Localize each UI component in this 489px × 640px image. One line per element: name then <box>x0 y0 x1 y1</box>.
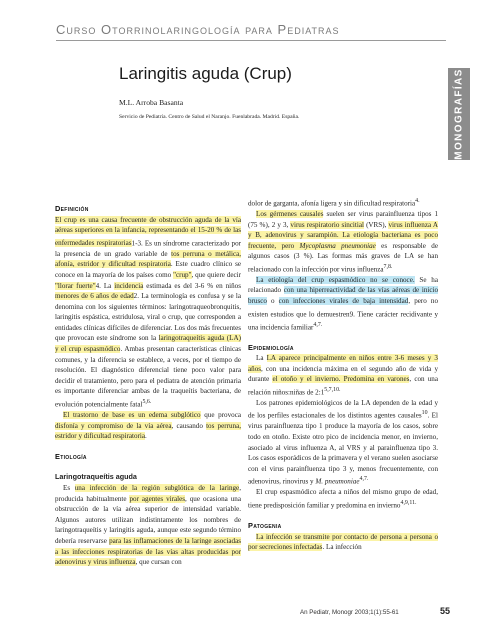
text: o <box>266 297 279 306</box>
section-heading-etiologia: Etiología <box>55 451 87 461</box>
text: , que cursan con <box>135 558 182 567</box>
highlight: virus respiratorio sincitial <box>290 220 364 229</box>
highlight: tos perruna o metálica, afonía, estridor y dificultad respiratoria <box>55 249 242 269</box>
right-column <box>248 196 438 553</box>
section-heading-epidemiologia: Epidemiología <box>248 342 294 352</box>
text: (VRS), <box>363 220 389 229</box>
text: . El virus parainfluenza tipo 1 produce la mayoría de los casos, sobre todo en otoño. Existe otro pico de incidencia menor, en invierno, asociado al virus influenza A, al VRS y al parainfluenza tipo 3. Los casos esporádicos de la primavera y el verano suelen asociarse con el virus parainfluenza tipo 3 y, menos frecuentemente, con adenovirus, rinovirus y <box>248 411 438 486</box>
citation-ref: 7,8. <box>383 263 393 270</box>
highlight: "llorar fuerte" <box>55 281 96 290</box>
article-author: M.L. Arroba Basanta <box>119 98 184 107</box>
highlight: El trastorno de base es un edema subglótico <box>63 411 201 419</box>
italic-text: M. pneumoniae <box>315 477 360 486</box>
highlight: laringotraqueítis aguda (LA) y el crup espasmódico <box>55 334 241 354</box>
highlight: el otoño y el invierno. Predomina en varones <box>272 375 410 384</box>
highlight: "crup" <box>173 270 192 279</box>
text: es responsable de algunos casos (3 %). Las formas más graves de LA se han relacionado con la infección por virus influenza <box>248 241 438 274</box>
footer-citation: An Pediatr, Monogr 2003;1(1):55-61 <box>300 609 399 616</box>
text: suelen ser virus parainfluenza tipos 1 (75 %), 2 y 3, <box>248 209 438 229</box>
section-tab-label: MONOGRAFÍAS <box>453 68 465 160</box>
text: , causando <box>171 421 207 430</box>
paragraph <box>248 209 438 275</box>
text: , con una incidencia máxima en el segundo año de vida y durante <box>248 364 438 384</box>
page-number: 55 <box>440 606 451 616</box>
highlight: para las inflamaciones de la laringe asociadas a las infecciones respiratorias de las vías altas producidas por adenovirus y virus influenza <box>55 536 241 567</box>
section-heading-patogenia: Patogenia <box>248 520 282 530</box>
paragraph <box>248 196 438 209</box>
citation-ref: 4,7. <box>359 476 369 483</box>
article-affiliation: Servicio de Pediatría. Centro de Salud el Naranjo. Fuenlabrada. Madrid. España. <box>119 114 300 120</box>
highlight-blue: con infecciones virales de baja intensidad <box>278 297 409 306</box>
text: . Ambas presentan características clínicas comunes, y la diferencia se establece, a veces, por el tiempo de resolución. El diagnóstico diferencial tiene poco valor para decidir el tratamiento, pero para el pediatra de atención primaria es importante diferenciar ambas de la traqueítis bacteriana, de evolución potencialmente fatal <box>55 345 241 409</box>
text: Los patrones epidemiológicos de la LA dependen de la edad y de los perfiles estacionales de los distintos agentes causales <box>248 398 438 420</box>
citation-ref: 5,6. <box>142 399 152 406</box>
text: Es <box>63 483 75 492</box>
citation-ref: 4. <box>415 198 420 204</box>
text: estimada es del 3-6 % en niños <box>143 281 241 290</box>
text: , con una relación niños:niñas de 2:1 <box>248 375 439 397</box>
highlight: La infección se transmite por contacto de persona a persona o por secreciones infectadas <box>248 532 438 552</box>
text: 1-3. Es un síndrome caracterizado por la presencia de un grado variable de <box>55 239 241 258</box>
paragraph <box>248 398 438 487</box>
paragraph <box>55 215 241 410</box>
paragraph <box>55 410 241 442</box>
running-header: Curso Otorrinolaringología para Pediatras <box>56 22 340 37</box>
highlight-blue: La etiología del crup espasmódico no se conoce. <box>256 275 415 284</box>
highlight: disfonía y compromiso de la vía aérea <box>55 421 172 430</box>
text: 4. La <box>95 281 115 290</box>
citation-ref: 4,7. <box>313 321 323 328</box>
text: La <box>256 354 267 363</box>
highlight: Los gérmenes causales <box>256 209 324 218</box>
header-divider <box>56 40 446 41</box>
text: , que quiere decir <box>191 270 241 279</box>
text: 2. La terminología es confusa y se la denomina con los siguientes términos: laringotraqueobronquitis, laringitis espástica, estridulosa, viral o crup, que corresponden a entidades clínicas difíciles de diferenciar. Los dos más frecuentes que provocan este síndrome son la <box>55 292 242 343</box>
text: que provoca <box>200 411 241 419</box>
text: , que ocasiona una obstrucción de la vía aérea superior de intensidad variable. Algunos autores utilizan indistintamente los nombres de laringotraqueítis y laringitis aguda, aunque este segundo término debería reservarse <box>55 494 241 545</box>
highlight-blue: con una hiperreactividad de las vías aéreas de inicio brusco <box>248 286 439 306</box>
text: 9. Tiene carácter recidivante y una incidencia familiar <box>248 310 438 331</box>
text: dolor de garganta, afonía ligera y sin dificultad respiratoria <box>248 199 416 208</box>
text: , pero no existen estudios que lo demuestren <box>248 297 438 319</box>
highlight: incidencia <box>114 281 144 290</box>
paragraph <box>55 483 241 568</box>
text: , producida habitualmente <box>55 483 241 503</box>
highlight: virus influenza A y B, adenovirus y sarampión. La etiología bacteriana es poco frecuente, pero <box>248 220 438 250</box>
paragraph <box>248 275 438 333</box>
citation-ref: 10 <box>421 410 428 417</box>
highlight: una infección de la región subglótica de la laringe <box>74 483 240 492</box>
text: Se ha relacionado <box>248 275 438 295</box>
citation-ref: 5,7,10. <box>324 386 341 393</box>
section-tab <box>448 68 470 160</box>
section-heading-definicion: Definición <box>55 204 89 213</box>
paragraph <box>248 487 438 511</box>
highlight: LA aparece principalmente en niños entre 3-6 meses y 3 años <box>248 354 438 373</box>
text: . La infección <box>322 543 362 552</box>
citation-ref: 4,9,11. <box>400 499 417 506</box>
highlight: tos perruna, estridor y dificultad respiratoria <box>55 421 241 441</box>
highlight: menores de 6 años de edad <box>55 292 134 301</box>
paragraph <box>248 353 438 398</box>
subsection-heading: Laringotraqueítis aguda <box>55 472 137 482</box>
left-column <box>55 204 241 568</box>
paragraph <box>248 532 438 553</box>
text: . Este cuadro clínico se conoce en la mayoría de los países como <box>55 260 242 279</box>
highlight: El crup es una causa frecuente de obstrucción aguda de la vía aéreas superiores en la infancia, representando el 15-20 % de las enfermedades respiratorias <box>55 215 241 248</box>
highlight: por agentes virales <box>129 494 186 503</box>
text: El crup espasmódico afecta a niños del mismo grupo de edad, tiene predisposición familiar y predomina en invierno <box>248 488 438 510</box>
highlight: Mycoplasma pneumoniae <box>299 241 376 250</box>
article-title: Laringitis aguda (Crup) <box>119 64 292 83</box>
text: . <box>145 432 147 441</box>
